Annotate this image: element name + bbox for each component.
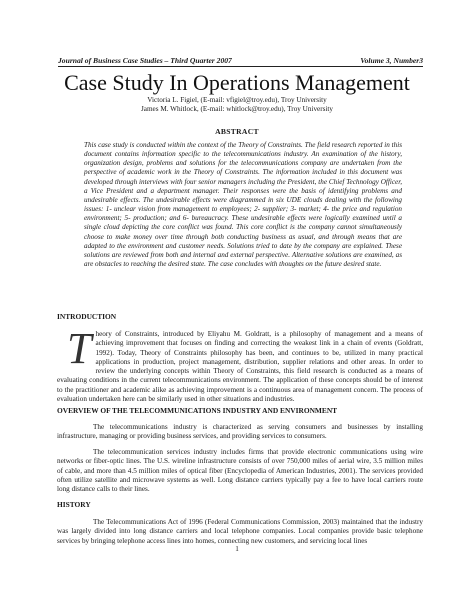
abstract-text: This case study is conducted within the context of the Theory of Constraints. The field research reported in this document contains information specific to the telecommunications industry. An examination of the history, organization design, problems and solutions for the telecommunications company are undertaken from the perspective of academic work in the Theory of Constraints. The information included in this document was developed through interviews with four senior managers including the President, the Chief Technology Officer, a Vice President and a department manager. Their responses were the basis of identifying problems and undesirable effects. The undesirable effects were diagrammed in six UDE clouds dealing with the following issues: 1- unclear vision from management to employees; 2- supplier; 3- market; 4- the price and regulation environment; 5- production; and 6- bureaucracy. These undesirable effects were logically examined until a single cloud depicting the core conflict was found. This core conflict is the company cannot simultaneously choose to make money over time through both conducting business as usual, and through means that are adapted to the environment and customer needs. Solutions tried to date by the company are explained. These solutions are reviewed from both and internal and external perspective. Alternative solutions are examined, as are obstacles to reaching the desired state. The case concludes with thoughts on the future desired state. (84, 141, 402, 269)
history-paragraph: The Telecommunications Act of 1996 (Federal Communications Commission, 2003) maintained that the industry was largely divided into long distance carriers and local telephone companies. Local companies provide basic telephone services by bringing telephone access lines into homes, connecting new customers, and servicing local lines (57, 518, 423, 545)
paper-title: Case Study In Operations Management (64, 70, 410, 95)
author-line: Victoria L. Figiel, (E-mail: vfigiel@troy.edu), Troy University (147, 96, 327, 104)
overview-paragraph: The telecommunications industry is characterized as serving consumers and businesses by installing infrastructure, managing or providing business services, and providing services to consumers. (57, 423, 423, 441)
journal-name: Journal of Business Case Studies – Third Quarter 2007 (58, 56, 232, 65)
abstract-heading: ABSTRACT (215, 127, 259, 136)
overview-paragraph: The telecommunication services industry includes firms that provide electronic communications using wire networks or fiber-optic lines. The U.S. wireline infrastructure consists of over 750,000 miles of aerial wire, 3.5 million miles of cable, and more than 4.5 million miles of optical fiber (Encyclopedia of American Industries, 2001). The services provided often utilize satellite and microwave systems as well. Long distance carriers typically pay a fee to have local carriers route long distance calls to their lines. (57, 448, 423, 494)
section-heading-history: HISTORY (57, 500, 91, 509)
section-heading-overview: OVERVIEW OF THE TELECOMMUNICATIONS INDUSTRY AND ENVIRONMENT (57, 406, 338, 415)
running-header (58, 56, 423, 67)
section-heading-introduction: INTRODUCTION (57, 312, 117, 321)
introduction-paragraph (57, 324, 423, 404)
page-number: 1 (235, 545, 239, 553)
volume-number: Volume 3, Number3 (360, 56, 423, 65)
author-line: James M. Whitlock, (E-mail: whitlock@troy.edu), Troy University (140, 105, 334, 113)
drop-cap: T (67, 324, 92, 373)
introduction-text: heory of Constraints, introduced by Eliyahu M. Goldratt, is a philosophy of management and a means of achieving improvement that focuses on finding and correcting the weakest link in a chain of events (Goldratt, 1992). Today, Theory of Constraints philosophy has been, and continues to be, utilized in many practical applications in production, project management, distribution, supplier relations and other areas. In order to review the underlying concepts within Theory of Constraints, this field research is conducted as a means of evaluating conditions in the current telecommunications environment. The application of these concepts should be of interest to the practitioner and academic alike as achieving improvement is a continuous area of management concern. The process of evaluation undertaken here can be similarly used in other situations and industries. (57, 330, 423, 404)
